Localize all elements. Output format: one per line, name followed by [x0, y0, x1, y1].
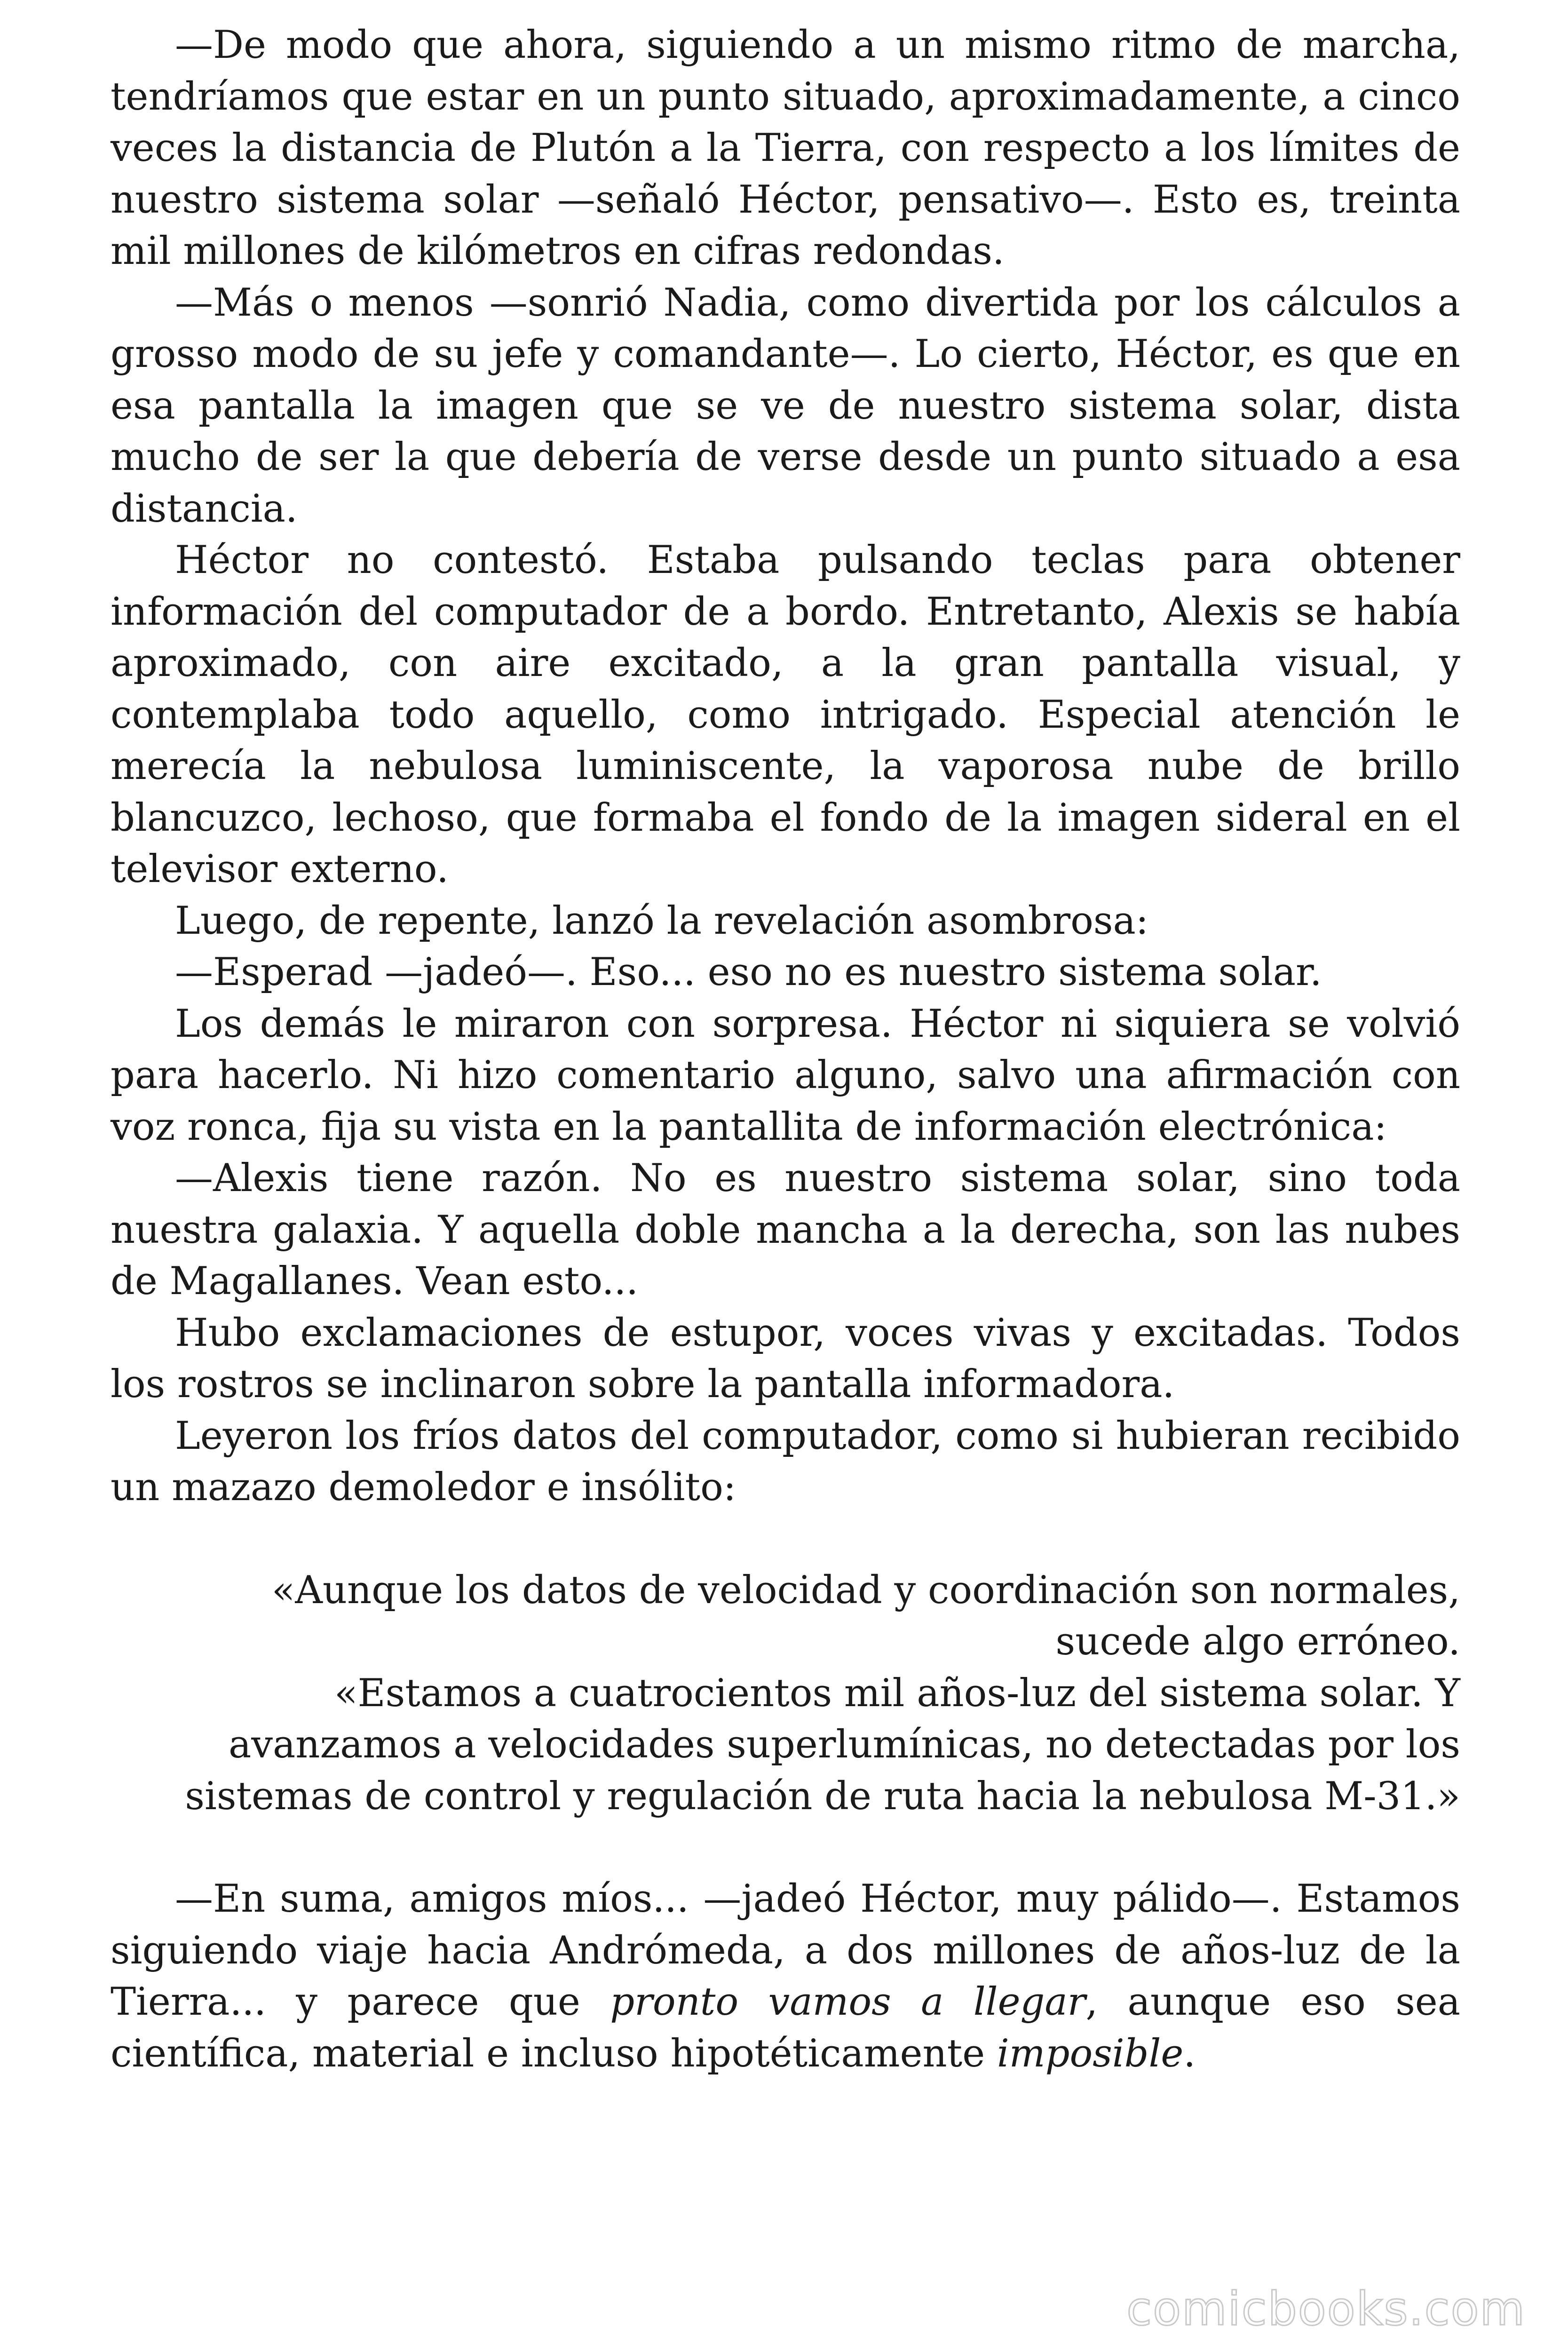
watermark: comicbooks.com	[1126, 2282, 1526, 2336]
page-body	[111, 20, 1460, 2080]
computer-readout-quote	[111, 1565, 1460, 1823]
spacer	[111, 1822, 1460, 1874]
quote-line-1: «Aunque los datos de velocidad y coordinación son normales,	[271, 1568, 1460, 1613]
paragraph-7: —Alexis tiene razón. No es nuestro sistema solar, sino toda nuestra galaxia. Y aquella doble mancha a la derecha, son las nubes de Magallanes. Vean esto...	[111, 1156, 1460, 1303]
paragraph-final	[111, 1874, 1460, 2080]
spacer	[111, 1514, 1460, 1565]
final-italic-1: pronto vamos a llegar	[610, 1980, 1086, 2024]
quote-line-4: avanzamos a velocidades superlumínicas, no detectadas por los	[228, 1723, 1460, 1767]
paragraph-3: Héctor no contestó. Estaba pulsando teclas para obtener información del computador de a bordo. Entretanto, Alexis se había aproximado, con aire excitado, a la gran pantalla visual, y contemplaba todo aquello, como intrigado. Especial atención le merecía la nebulosa luminiscente, la vaporosa nube de brillo blancuzco, lechoso, que formaba el fondo de la imagen sideral en el televisor externo.	[111, 538, 1460, 891]
paragraph-6: Los demás le miraron con sorpresa. Héctor ni siquiera se volvió para hacerlo. Ni hizo comentario alguno, salvo una afirmación con voz ronca, fija su vista en la pantallita de información electrónica:	[111, 1001, 1460, 1149]
final-text-2: , aunque eso sea científica, material e incluso hipotéticamente	[111, 1980, 1460, 2076]
quote-line-3: «Estamos a cuatrocientos mil años-luz del sistema solar. Y	[334, 1671, 1460, 1716]
paragraph-9: Leyeron los fríos datos del computador, como si hubieran recibido un mazazo demoledor e insólito:	[111, 1414, 1460, 1510]
quote-line-2: sucede algo erróneo.	[1055, 1620, 1460, 1664]
final-text-1: —En suma, amigos míos... —jadeó Héctor, muy pálido—. Estamos siguiendo viaje hacia Andrómeda, a dos millones de años-luz de la Tierra... y parece que	[111, 1877, 1460, 2024]
quote-line-5: sistemas de control y regulación de ruta hacia la nebulosa M-31.»	[185, 1774, 1460, 1819]
final-italic-2: imposible	[997, 2031, 1184, 2076]
paragraph-2: —Más o menos —sonrió Nadia, como divertida por los cálculos a grosso modo de su jefe y comandante—. Lo cierto, Héctor, es que en esa pantalla la imagen que se ve de nuestro sistema solar, dista mucho de ser la que debería de verse desde un punto situado a esa distancia.	[111, 280, 1460, 531]
paragraph-5: —Esperad —jadeó—. Eso... eso no es nuestro sistema solar.	[175, 950, 1322, 994]
paragraph-1: —De modo que ahora, siguiendo a un mismo ritmo de marcha, tendríamos que estar en un punto situado, aproximadamente, a cinco veces la distancia de Plutón a la Tierra, con respecto a los límites de nuestro sistema solar —señaló Héctor, pensativo—. Esto es, treinta mil millones de kilómetros en cifras redondas.	[111, 23, 1460, 273]
paragraph-8: Hubo exclamaciones de estupor, voces vivas y excitadas. Todos los rostros se inclinaron sobre la pantalla informadora.	[111, 1311, 1460, 1406]
final-text-3: .	[1183, 2031, 1196, 2076]
paragraph-4: Luego, de repente, lanzó la revelación asombrosa:	[175, 898, 1149, 943]
